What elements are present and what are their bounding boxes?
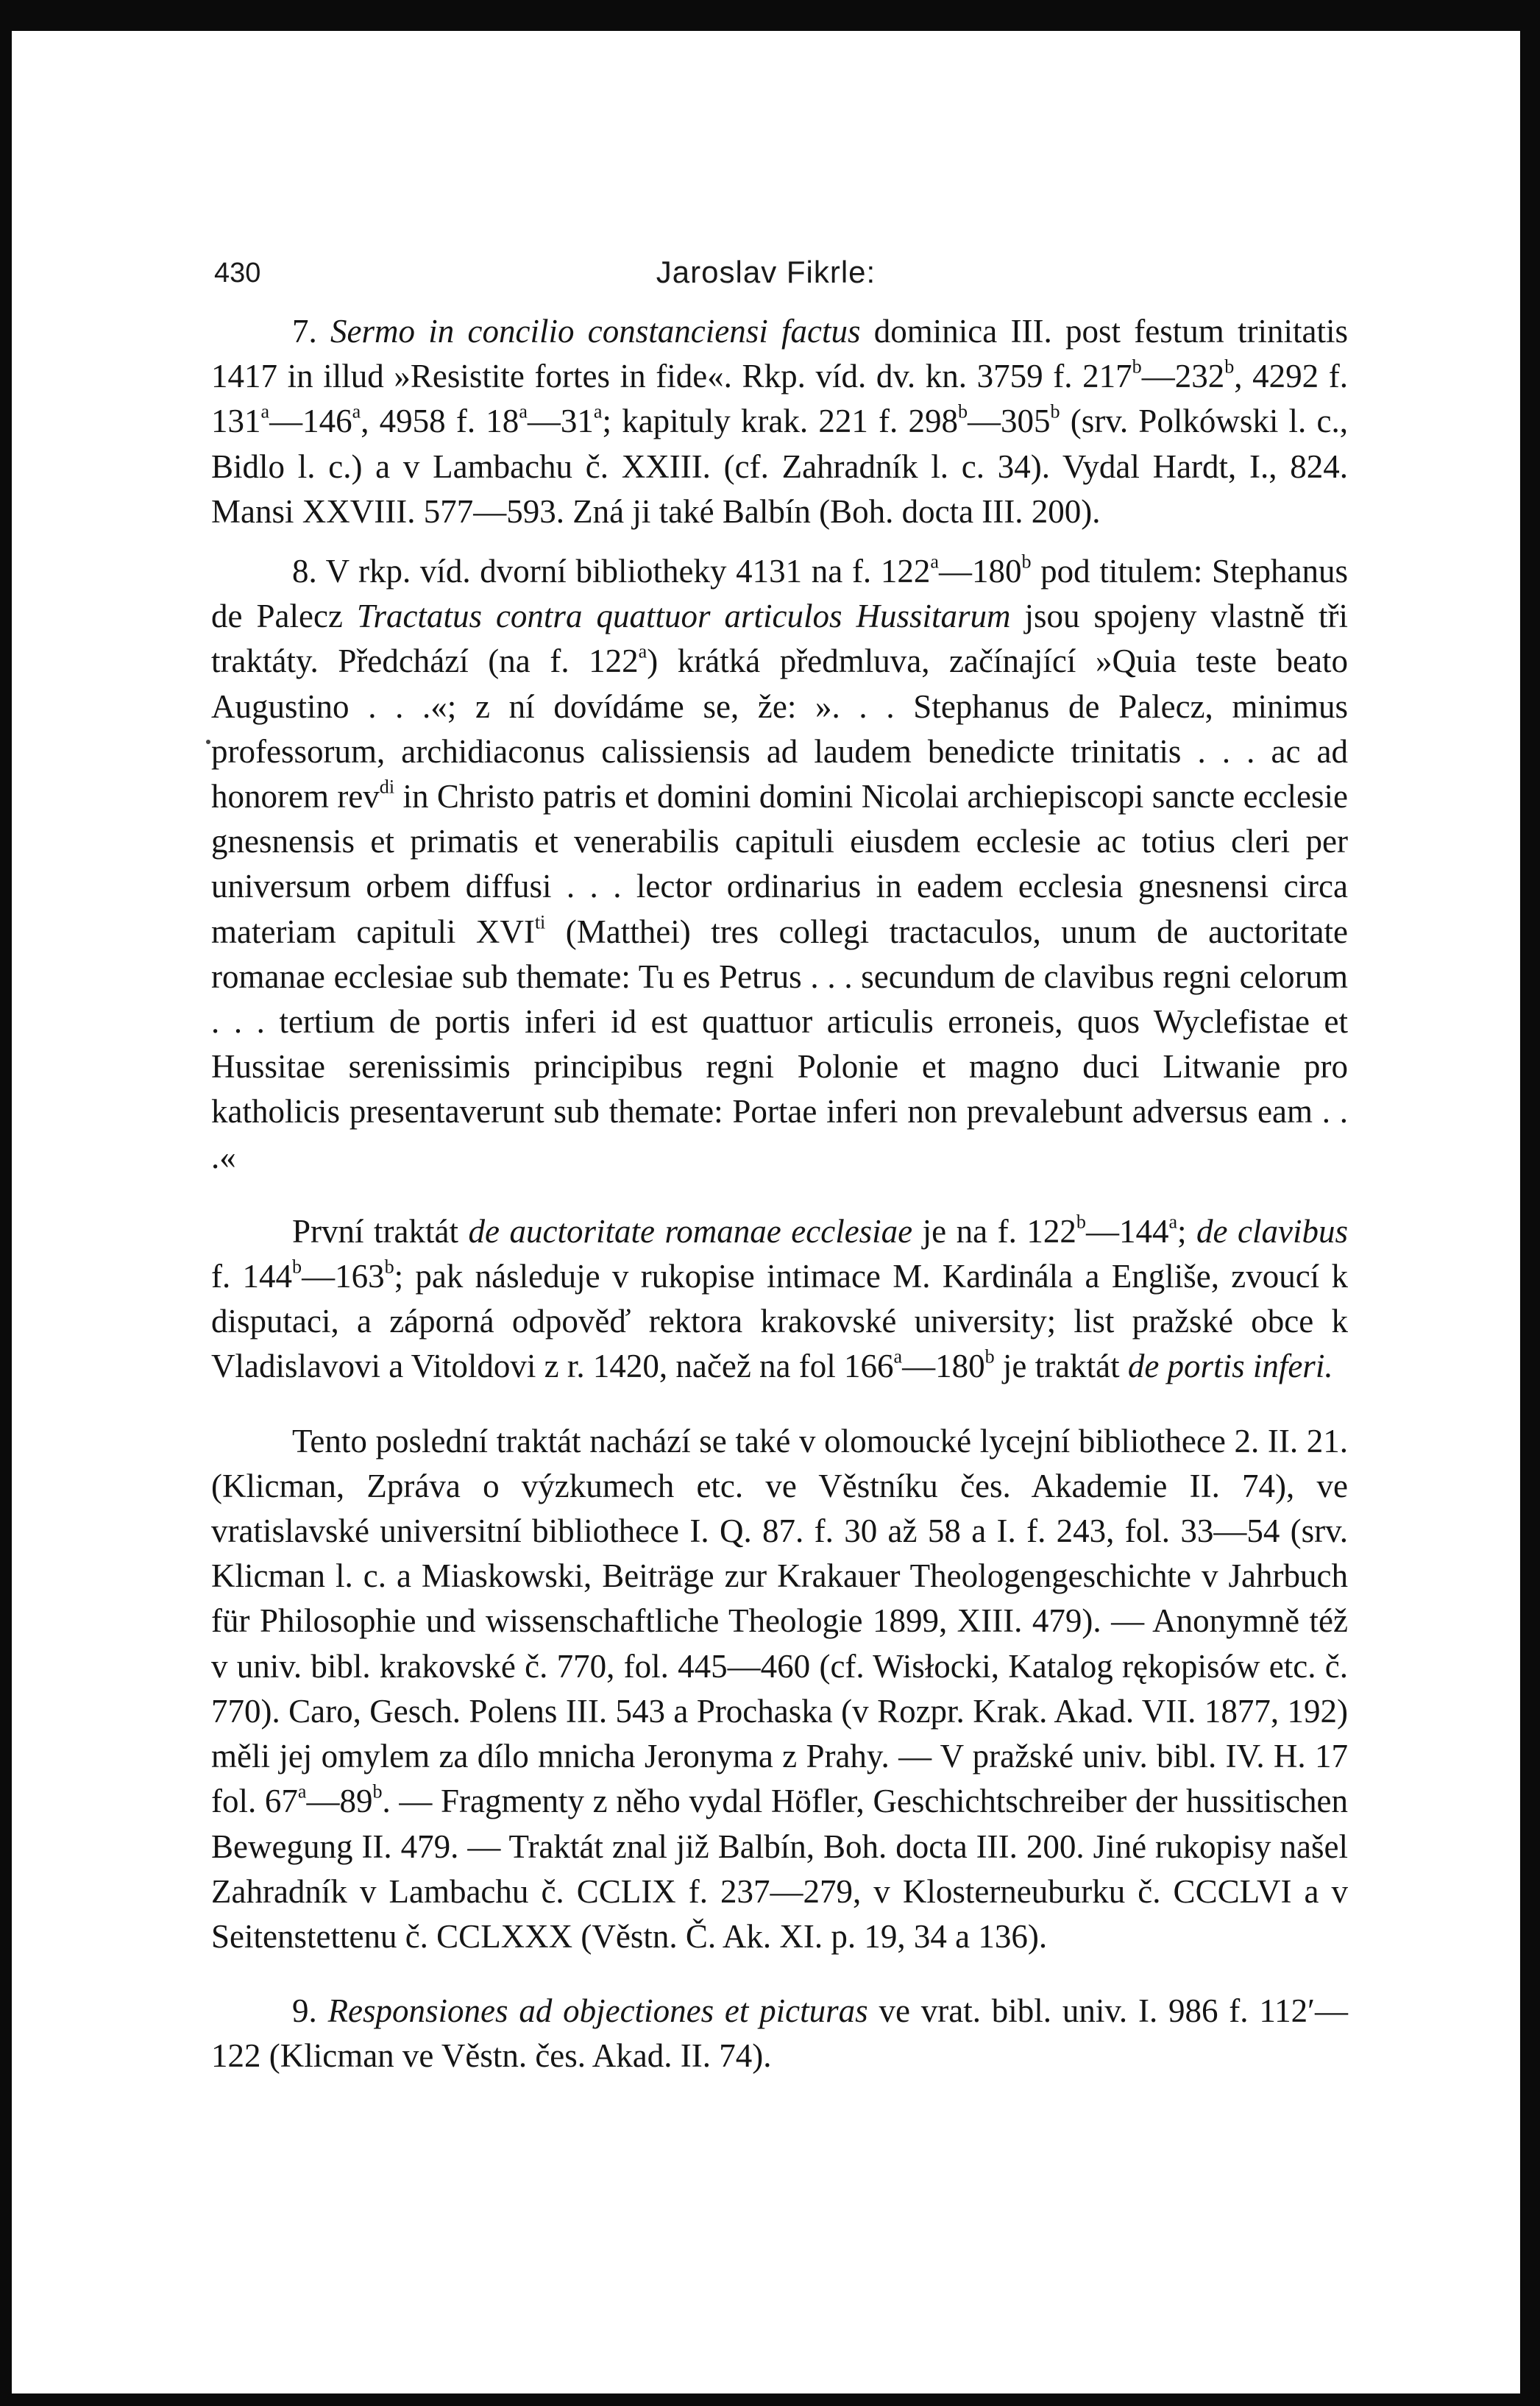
text-run: . — Fragmenty z něho vydal Höfler, Geschichtschreiber der hussitischen Bewegung II. 479. — Traktát znal již Balbín, Boh. docta III. 200. Jiné rukopisy našel Zahradník v Lambachu č. CCLIX f. 237—279, v Klosterneuburku č. CCCLVI a v Seitenstettenu č. CCLXXX (Věstn. Č. Ak. XI. p. 19, 34 a 136). [211,1783,1348,1955]
folio-superscript: b [292,1256,302,1278]
folio-superscript: b [957,400,968,422]
paragraph-last-tract [211,1419,1348,1959]
text-run: —89 [306,1783,373,1820]
folio-superscript: a [638,640,647,662]
folio-superscript: b [984,1345,995,1367]
text-run: pod titulem: Stephanus de Palecz [211,553,1348,635]
text-run: dominica III. post festum trinitatis 1417 in illud »Resistite fortes in fide«. Rkp. víd. dv. kn. 3759 f. 217 [211,313,1348,395]
folio-superscript: b [1132,355,1142,378]
folio-superscript: a [593,400,603,422]
folio-superscript: a [260,400,270,422]
running-head: Jaroslav Fikrle: [656,255,876,289]
italic-title: Sermo in concilio constanciensi factus [330,313,861,350]
text-run: —232 [1141,358,1225,395]
text-run: —180 [902,1348,985,1385]
page-header [12,252,1520,303]
italic-title: de portis inferi. [1127,1348,1333,1385]
folio-superscript: b [1224,355,1235,378]
paragraph-item-9 [211,1989,1348,2078]
text-run: jsou spojeny vlastně tři traktáty. Předchází (na f. 122 [211,598,1348,680]
text-run: ) krátká předmluva, začínající »Quia teste beato Augustino . . .«; z ní dovídáme se, že: ». . . Stephanus de Palecz, minimus professorum, archidiaconus calissiensis ad laudem benedicte trinitatis . . . ac ad honorem rev [211,643,1348,815]
italic-title: Tractatus contra quattuor articulos Hussitarum [356,598,1011,635]
folio-superscript: b [1021,551,1032,573]
folio-superscript: b [384,1256,394,1278]
folio-superscript: b [372,1780,383,1802]
text-run: —144 [1085,1212,1169,1250]
text-run: f. 144 [211,1258,293,1295]
body-text [211,309,1348,2094]
italic-title: de auctoritate romanae ecclesiae [468,1212,913,1250]
text-run: —180 [938,553,1022,590]
folio-superscript: ti [534,911,546,933]
folio-superscript: a [352,400,361,422]
text-run: —31 [527,403,594,440]
margin-mark [206,740,210,744]
text-run: ve vrat. bibl. univ. I. 986 f. 112′—122 (Klicman ve Věstn. čes. Akad. II. 74). [211,1992,1349,2075]
text-run: —163 [302,1258,385,1295]
text-run: , 4292 f. 131 [211,358,1348,440]
text-run: První traktát [292,1212,469,1250]
folio-superscript: b [1076,1211,1086,1233]
text-run: (srv. Polkówski l. c., Bidlo l. c.) a v Lambachu č. XXIII. (cf. Zahradník l. c. 34). Vydal Hardt, I., 824. Mansi XXVIII. 577—593. Zná ji také Balbín (Boh. docta III. 200). [211,403,1348,530]
text-run: (Matthei) tres collegi tractaculos, unum de auctoritate romanae ecclesiae sub themate: Tu es Petrus . . . secundum de clavibus regni celorum . . . tertium de portis inferi id est quattuor articulis erroneis, quos Wyclefistae et Hussitae serenissimis principibus regni Polonie et magno duci Litwanie pro katholicis presentaverunt sub themate: Portae inferi non prevalebunt adversus eam . . .« [211,913,1349,1175]
text-run: , 4958 f. 18 [361,403,519,440]
folio-superscript: a [297,1780,307,1802]
text-run: je na f. 122 [912,1212,1076,1250]
text-run: 8. V rkp. víd. dvorní bibliotheky 4131 na f. 122 [292,553,931,590]
text-run: 9. [292,1992,328,2030]
folio-superscript: a [1168,1211,1178,1233]
text-run: ; kapituly krak. 221 f. 298 [602,403,958,440]
italic-title: Responsiones ad objectiones et picturas [327,1992,868,2030]
page-number: 430 [214,258,261,289]
text-run: ; pak následuje v rukopise intimace M. Kardinála a Engliše, zvoucí k disputaci, a záporná odpověď rektora krakovské university; list pražské obce k Vladislavovi a Vitoldovi z r. 1420, načež na fol 166 [211,1258,1348,1385]
paragraph-first-tract [211,1209,1348,1390]
paragraph-item-7 [211,309,1348,534]
text-run: je traktát [994,1348,1128,1385]
paragraph-item-8 [211,549,1348,1180]
text-run: 7. [292,313,331,350]
text-run: Tento poslední traktát nachází se také v olomoucké lycejní bibliothece 2. II. 21. (Klicman, Zpráva o výzkumech etc. ve Věstníku čes. Akademie II. 74), ve vratislavské universitní bibliothece I. Q. 87. f. 30 až 58 a I. f. 243, fol. 33—54 (srv. Klicman l. c. a Miaskowski, Beiträge zur Krakauer Theologengeschichte v Jahrbuch für Philosophie und wissenschaftliche Theologie 1899, XIII. 479). — Anonymně též v univ. bibl. krakovské č. 770, fol. 445—460 (cf. Wisłocki, Katalog rękopisów etc. č. 770). Caro, Gesch. Polens III. 543 a Prochaska (v Rozpr. Krak. Akad. VII. 1877, 192) měli jej omylem za dílo mnicha Jeronyma z Prahy. — V pražské univ. bibl. IV. H. 17 fol. 67 [211,1422,1348,1820]
text-run: —305 [968,403,1051,440]
folio-superscript: a [930,551,939,573]
folio-superscript: b [1050,400,1060,422]
text-run: —146 [269,403,352,440]
text-run: in Christo patris et domini domini Nicolai archiepiscopi sancte ecclesie gnesnensis et primatis et venerabilis capituli eiusdem ecclesie ac totius cleri per universum orbem diffusi . . . lector ordinarius in eadem ecclesia gnesnensi circa materiam capituli XVI [211,778,1348,950]
folio-superscript: a [893,1345,903,1367]
folio-superscript: di [379,776,395,798]
folio-superscript: a [519,400,528,422]
text-run: ; [1177,1212,1197,1250]
italic-title: de clavibus [1196,1212,1348,1250]
